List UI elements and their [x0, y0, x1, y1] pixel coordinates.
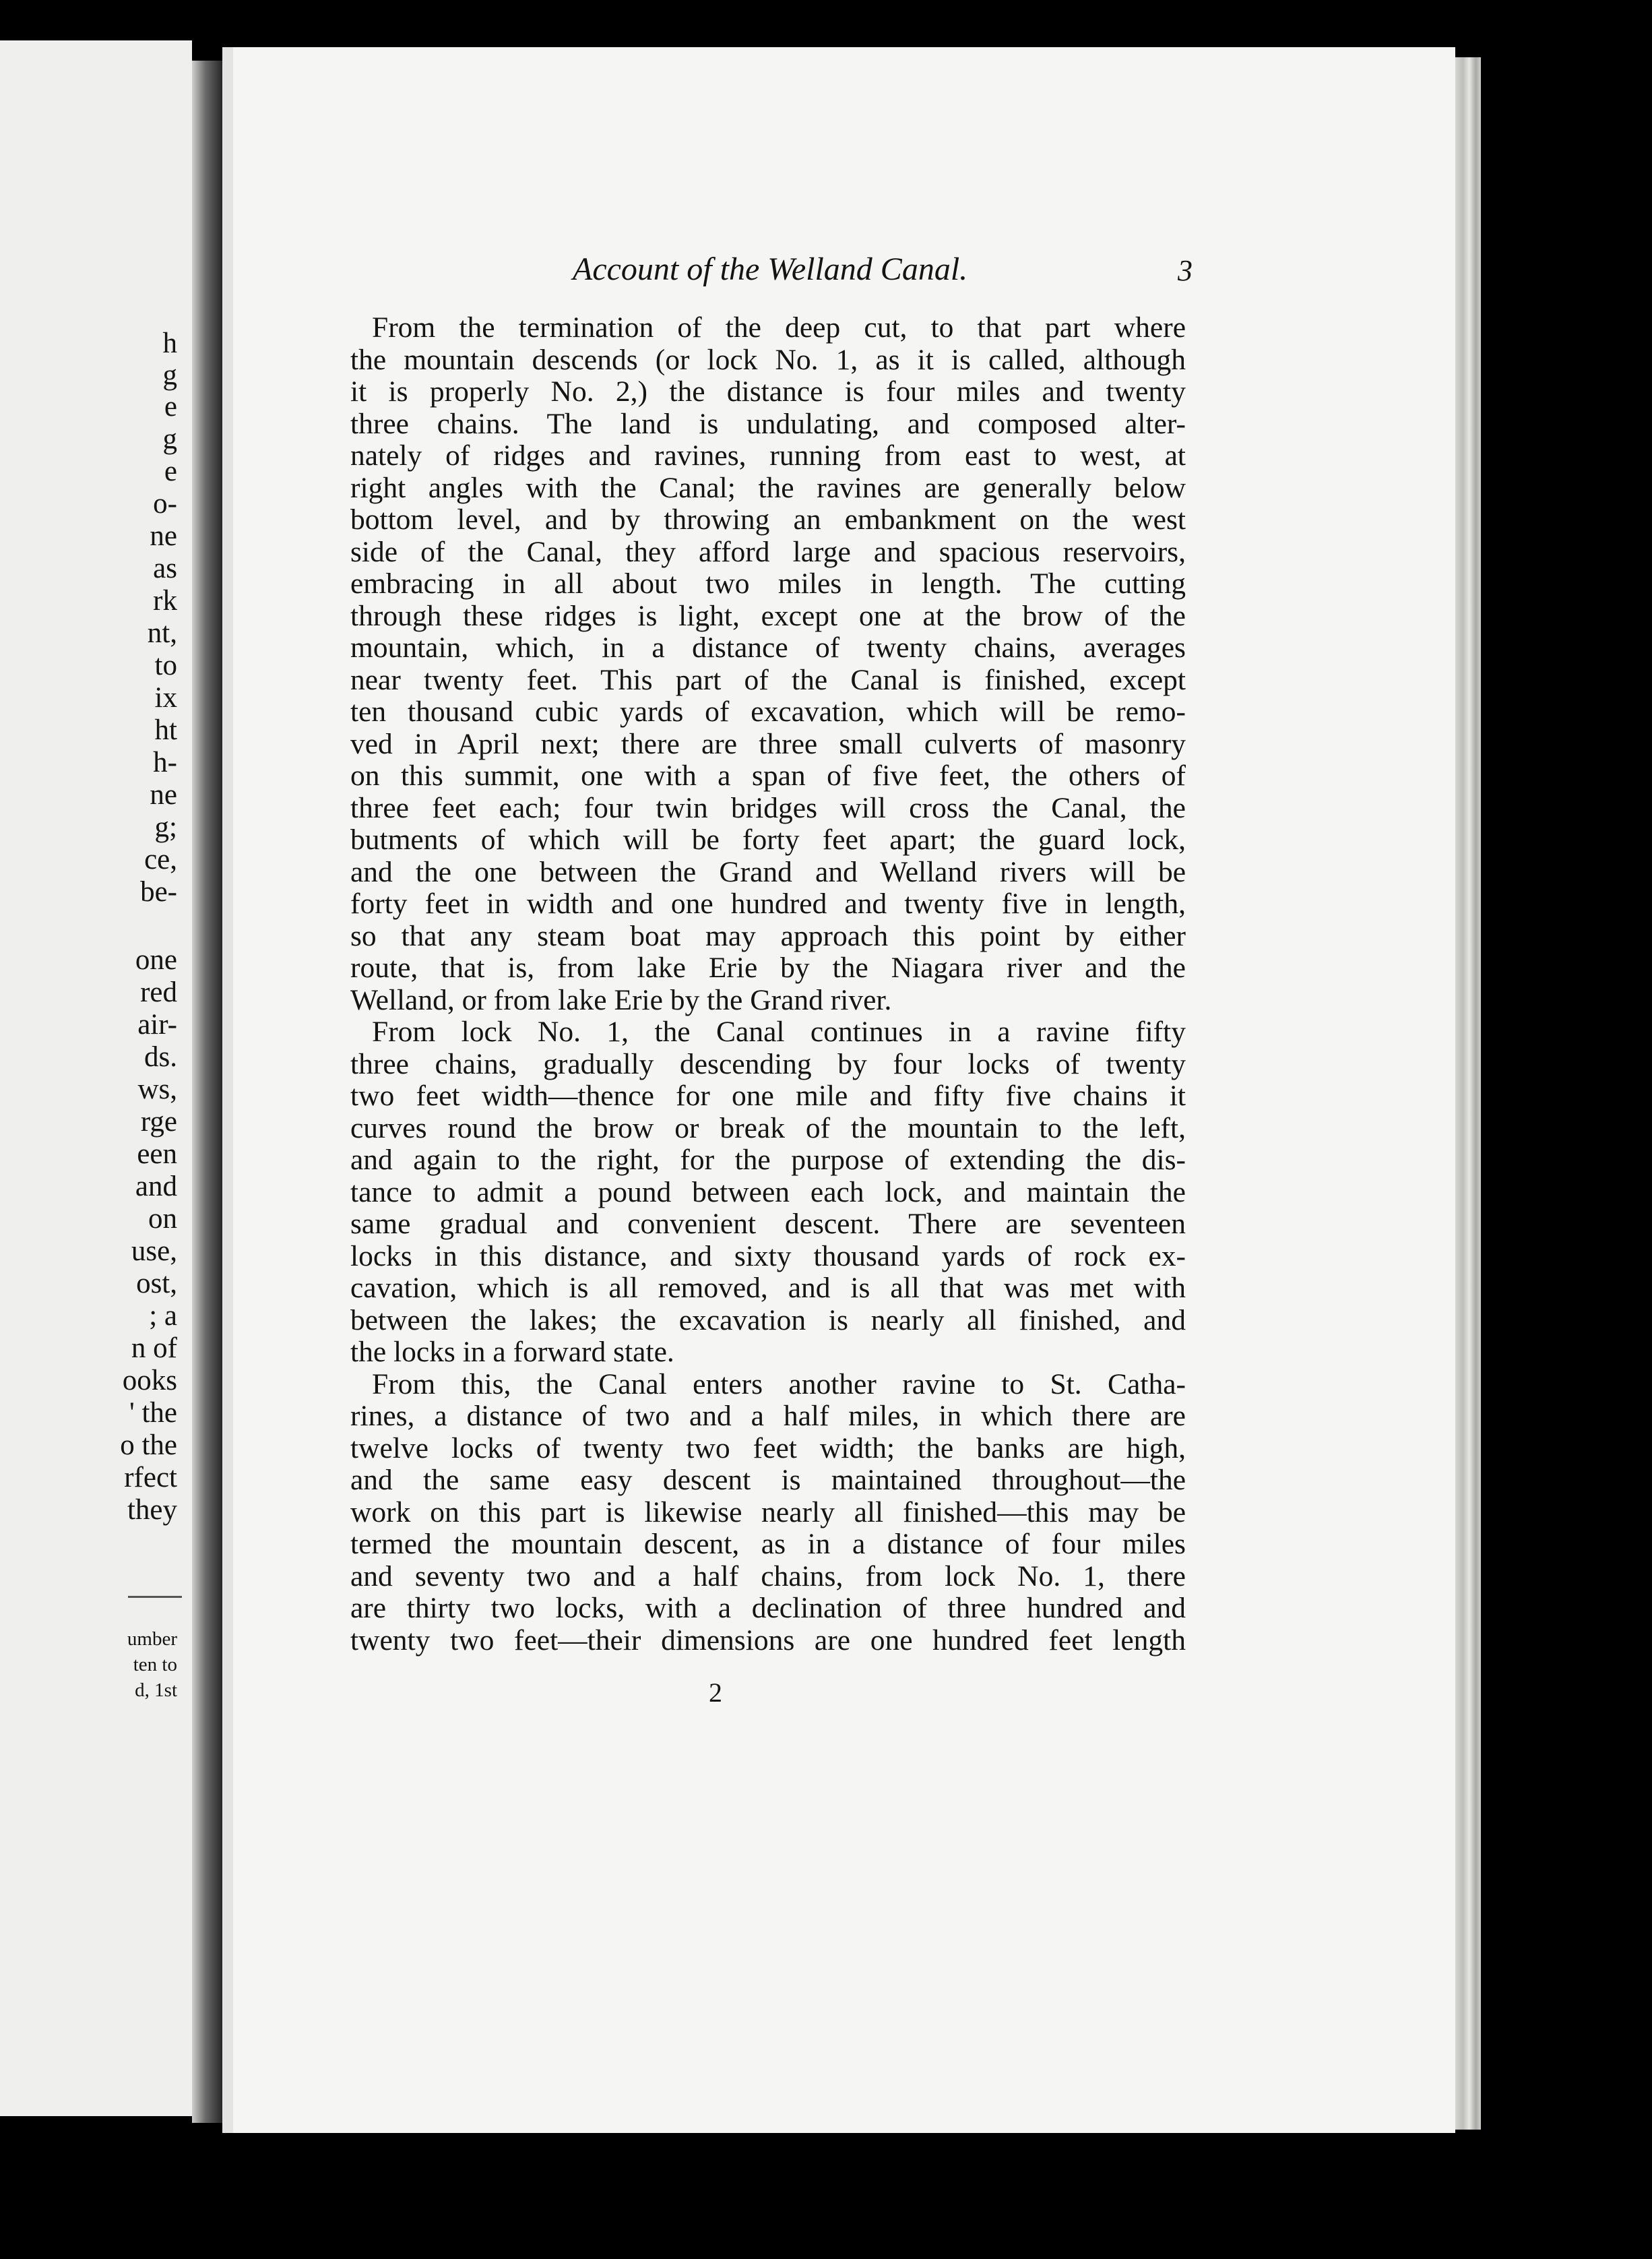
- left-page-fragment: ne: [150, 520, 177, 552]
- text-line: forty feet in width and one hundred and twenty five in length,: [350, 888, 1186, 920]
- running-head: Account of the Welland Canal.: [573, 251, 968, 287]
- text-line: and the one between the Grand and Welland rivers will be: [350, 855, 1186, 888]
- left-page-fragment: g;: [154, 811, 177, 843]
- signature-mark: 2: [709, 1677, 722, 1708]
- page-number: 3: [1178, 254, 1193, 287]
- text-line: are thirty two locks, with a declination of three hundred and: [350, 1592, 1186, 1624]
- text-line: cavation, which is all removed, and is all that was met with: [350, 1272, 1186, 1304]
- left-page-fragment: rfect: [124, 1462, 177, 1493]
- text-line: From the termination of the deep cut, to that part where: [372, 311, 1186, 344]
- left-page-fragment: ds.: [144, 1041, 177, 1073]
- text-line: right angles with the Canal; the ravines are generally below: [350, 471, 1186, 504]
- text-line: same gradual and convenient descent. There are seventeen: [350, 1208, 1186, 1240]
- left-page-footnote-fragment: ten to: [133, 1654, 177, 1675]
- left-page-fragment: and: [135, 1171, 177, 1202]
- left-page-fragment: g: [162, 423, 177, 455]
- text-line: ten thousand cubic yards of excavation, which will be remo-: [350, 695, 1186, 728]
- text-line: the locks in a forward state.: [350, 1336, 674, 1368]
- text-line: rines, a distance of two and a half miles, in which there are: [350, 1400, 1186, 1432]
- text-line: and the same easy descent is maintained throughout—the: [350, 1464, 1186, 1496]
- book-gutter: [192, 61, 226, 2123]
- text-line: bottom level, and by throwing an embankment on the west: [350, 503, 1186, 536]
- left-page-fragment: o the: [120, 1429, 177, 1461]
- left-page-fragment: ' the: [129, 1397, 177, 1429]
- text-line: two feet width—thence for one mile and fifty five chains it: [350, 1080, 1186, 1112]
- left-page-fragment: use,: [131, 1235, 177, 1267]
- left-page-fragment: h-: [153, 747, 177, 778]
- left-page-fragment: be-: [140, 876, 177, 908]
- body-text: [350, 312, 1186, 1657]
- left-page-footnote-fragment: d, 1st: [135, 1679, 177, 1701]
- left-page-fragment: ne: [150, 779, 177, 811]
- left-page-fragment: n of: [131, 1332, 177, 1364]
- text-line: ved in April next; there are three small culverts of masonry: [350, 727, 1186, 760]
- text-line: From lock No. 1, the Canal continues in a ravine fifty: [372, 1016, 1186, 1048]
- text-line: twelve locks of twenty two feet width; the banks are high,: [350, 1431, 1186, 1464]
- left-page-fragment: ht: [154, 714, 177, 746]
- text-line: the mountain descends (or lock No. 1, as it is called, although: [350, 343, 1186, 376]
- left-page-fragment: on: [148, 1203, 177, 1235]
- left-page-fragment: ws,: [137, 1074, 177, 1105]
- left-page-fragment: nt,: [147, 617, 177, 649]
- text-line: so that any steam boat may approach this point by either: [350, 919, 1186, 952]
- left-page-fragment: ooks: [122, 1365, 177, 1396]
- text-line: side of the Canal, they afford large and spacious reservoirs,: [350, 535, 1186, 568]
- text-line: nately of ridges and ravines, running from east to west, at: [350, 439, 1186, 472]
- left-page-fragment: to: [154, 650, 177, 681]
- left-page-fragment: rk: [153, 585, 177, 617]
- left-page-fragment: ix: [154, 682, 177, 714]
- footnote-rule: [128, 1596, 182, 1598]
- text-line: and seventy two and a half chains, from lock No. 1, there: [350, 1559, 1186, 1592]
- text-line: termed the mountain descent, as in a distance of four miles: [350, 1528, 1186, 1560]
- left-page-text-fragments: [0, 40, 192, 2116]
- left-page: [0, 40, 192, 2116]
- text-line: near twenty feet. This part of the Canal is finished, except: [350, 663, 1186, 696]
- text-line: butments of which will be forty feet apart; the guard lock,: [350, 824, 1186, 856]
- left-page-fragment: red: [140, 977, 177, 1008]
- text-line: three chains. The land is undulating, and composed alter-: [350, 407, 1186, 440]
- left-page-fragment: ce,: [144, 844, 177, 875]
- left-page-fragment: ; a: [149, 1300, 177, 1332]
- left-page-fragment: h: [162, 328, 177, 359]
- text-line: tance to admit a pound between each lock, and maintain the: [350, 1175, 1186, 1208]
- text-line: work on this part is likewise nearly all finished—this may be: [350, 1495, 1186, 1528]
- left-page-footnote-fragment: umber: [127, 1628, 177, 1650]
- text-line: on this summit, one with a span of five feet, the others of: [350, 760, 1186, 792]
- text-line: three feet each; four twin bridges will cross the Canal, the: [350, 791, 1186, 824]
- left-page-fragment: ost,: [136, 1268, 177, 1299]
- left-page-fragment: g: [162, 359, 177, 391]
- left-page-fragment: o-: [153, 488, 177, 520]
- text-line: and again to the right, for the purpose of extending the dis-: [350, 1144, 1186, 1176]
- text-line: curves round the brow or break of the mountain to the left,: [350, 1111, 1186, 1144]
- left-page-fragment: one: [135, 944, 177, 976]
- text-line: through these ridges is light, except one at the brow of the: [350, 599, 1186, 632]
- text-line: locks in this distance, and sixty thousand yards of rock ex-: [350, 1239, 1186, 1272]
- text-line: From this, the Canal enters another ravine to St. Catha-: [372, 1367, 1186, 1400]
- left-page-fragment: e: [164, 391, 177, 423]
- left-page-fragment: air-: [137, 1009, 177, 1041]
- text-line: it is properly No. 2,) the distance is four miles and twenty: [350, 375, 1186, 408]
- left-page-fragment: een: [137, 1138, 177, 1170]
- text-line: mountain, which, in a distance of twenty chains, averages: [350, 631, 1186, 664]
- text-line: embracing in all about two miles in length. The cutting: [350, 567, 1186, 600]
- left-page-fragment: rge: [140, 1106, 177, 1138]
- left-page-fragment: as: [153, 553, 177, 584]
- text-line: between the lakes; the excavation is nearly all finished, and: [350, 1303, 1186, 1336]
- text-line: three chains, gradually descending by four locks of twenty: [350, 1047, 1186, 1080]
- left-page-fragment: they: [127, 1494, 177, 1526]
- left-page-fragment: e: [164, 456, 177, 487]
- text-line: twenty two feet—their dimensions are one hundred feet length: [350, 1623, 1186, 1657]
- text-line: route, that is, from lake Erie by the Niagara river and the: [350, 952, 1186, 984]
- text-line: Welland, or from lake Erie by the Grand river.: [350, 983, 892, 1016]
- page-edges: [1455, 57, 1481, 2130]
